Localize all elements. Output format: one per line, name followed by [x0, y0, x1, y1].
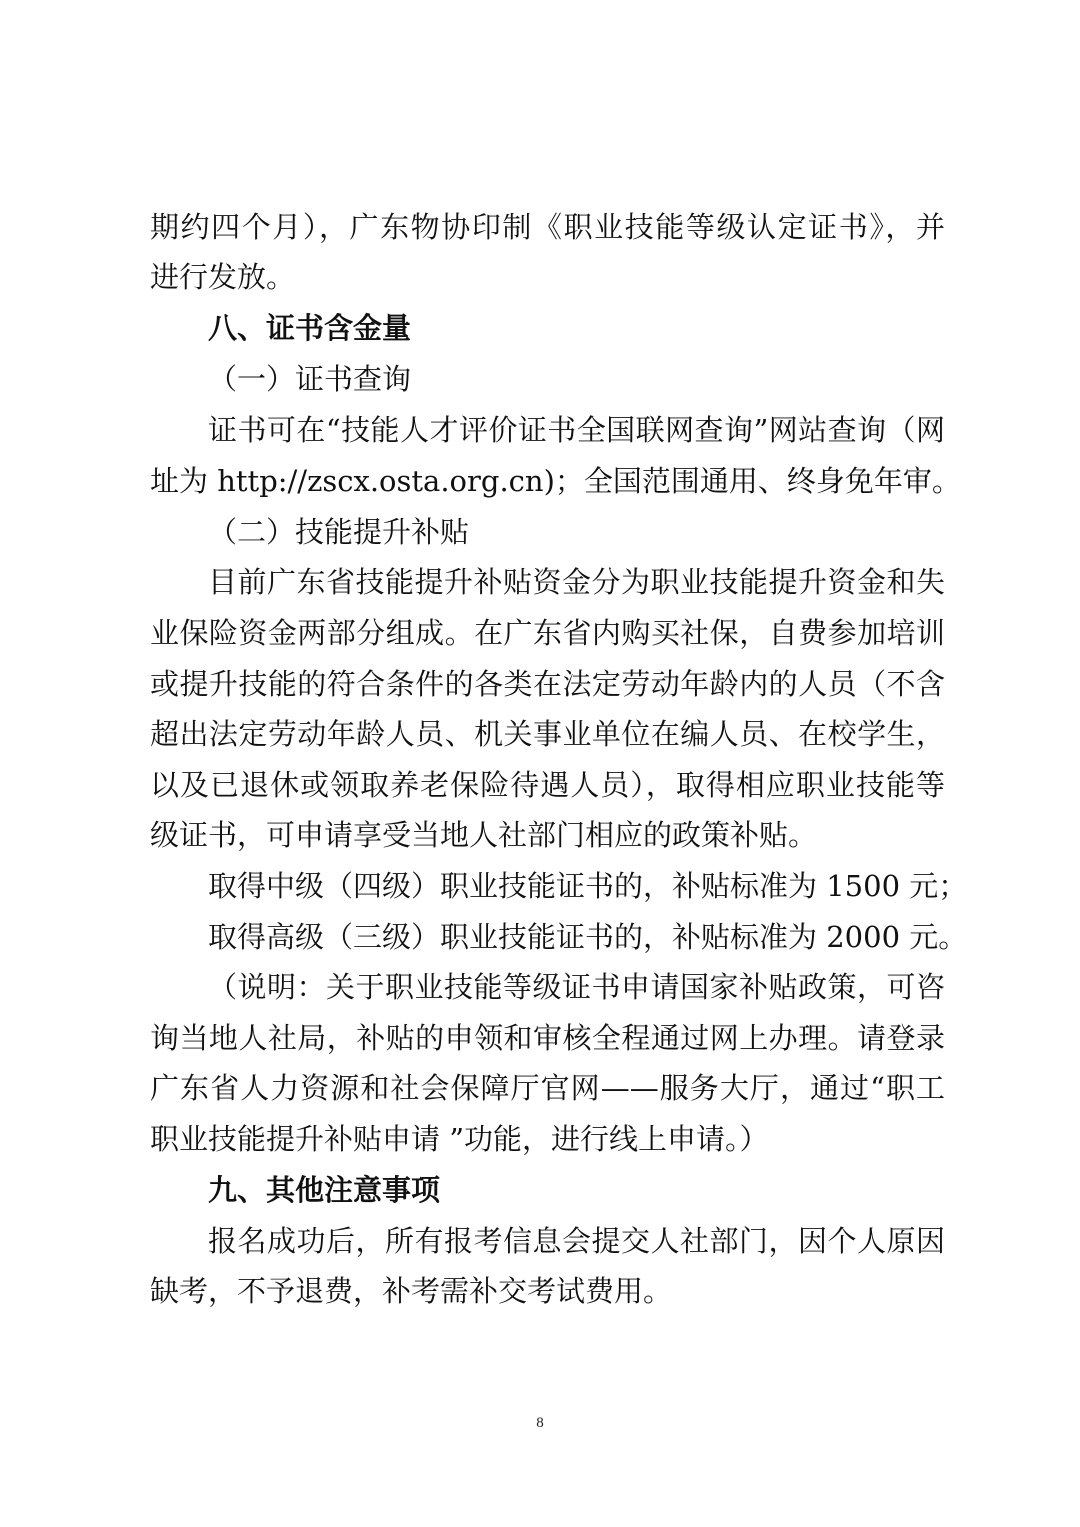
- note-line: 询当地人社局，补贴的申领和审核全程通过网上办理。请登录: [150, 1021, 945, 1055]
- paragraph-line: 级证书，可申请享受当地人社部门相应的政策补贴。: [150, 818, 818, 852]
- paragraph-line: 址为 http://zscx.osta.org.cn)；全国范围通用、终身免年审。: [150, 464, 961, 498]
- paragraph-line: 报名成功后，所有报考信息会提交人社部门，因个人原因: [208, 1224, 945, 1258]
- note-line: （说明：关于职业技能等级证书申请国家补贴政策，可咨: [208, 970, 945, 1004]
- section-heading-8: 八、证书含金量: [208, 311, 412, 345]
- subsection-heading-skill-subsidy: （二）技能提升补贴: [208, 515, 470, 549]
- paragraph-line: 业保险资金两部分组成。在广东省内购买社保，自费参加培训: [150, 616, 945, 650]
- paragraph-line: 证书可在“技能人才评价证书全国联网查询”网站查询（网: [208, 413, 945, 447]
- subsection-heading-certificate-query: （一）证书查询: [208, 362, 412, 396]
- paragraph-line: 以及已退休或领取养老保险待遇人员），取得相应职业技能等: [150, 768, 945, 802]
- paragraph-line: 目前广东省技能提升补贴资金分为职业技能提升资金和失: [208, 565, 945, 599]
- note-line: 职业技能提升补贴申请 ”功能，进行线上申请。）: [150, 1122, 769, 1156]
- paragraph-line: 或提升技能的符合条件的各类在法定劳动年龄内的人员（不含: [150, 667, 945, 701]
- note-line: 广东省人力资源和社会保障厅官网——服务大厅，通过“职工: [150, 1071, 945, 1105]
- paragraph-line: 期约四个月），广东物协印制《职业技能等级认定证书》，并: [150, 210, 945, 244]
- subsidy-intermediate-line: 取得中级（四级）职业技能证书的，补贴标准为 1500 元；: [208, 869, 968, 903]
- paragraph-line: 超出法定劳动年龄人员、机关事业单位在编人员、在校学生，: [150, 717, 945, 751]
- page-number: 8: [536, 1415, 544, 1431]
- paragraph-line: 缺考，不予退费，补考需补交考试费用。: [150, 1274, 673, 1308]
- paragraph-line: 进行发放。: [150, 260, 296, 294]
- subsidy-advanced-line: 取得高级（三级）职业技能证书的，补贴标准为 2000 元。: [208, 920, 968, 954]
- section-heading-9: 九、其他注意事项: [208, 1173, 441, 1207]
